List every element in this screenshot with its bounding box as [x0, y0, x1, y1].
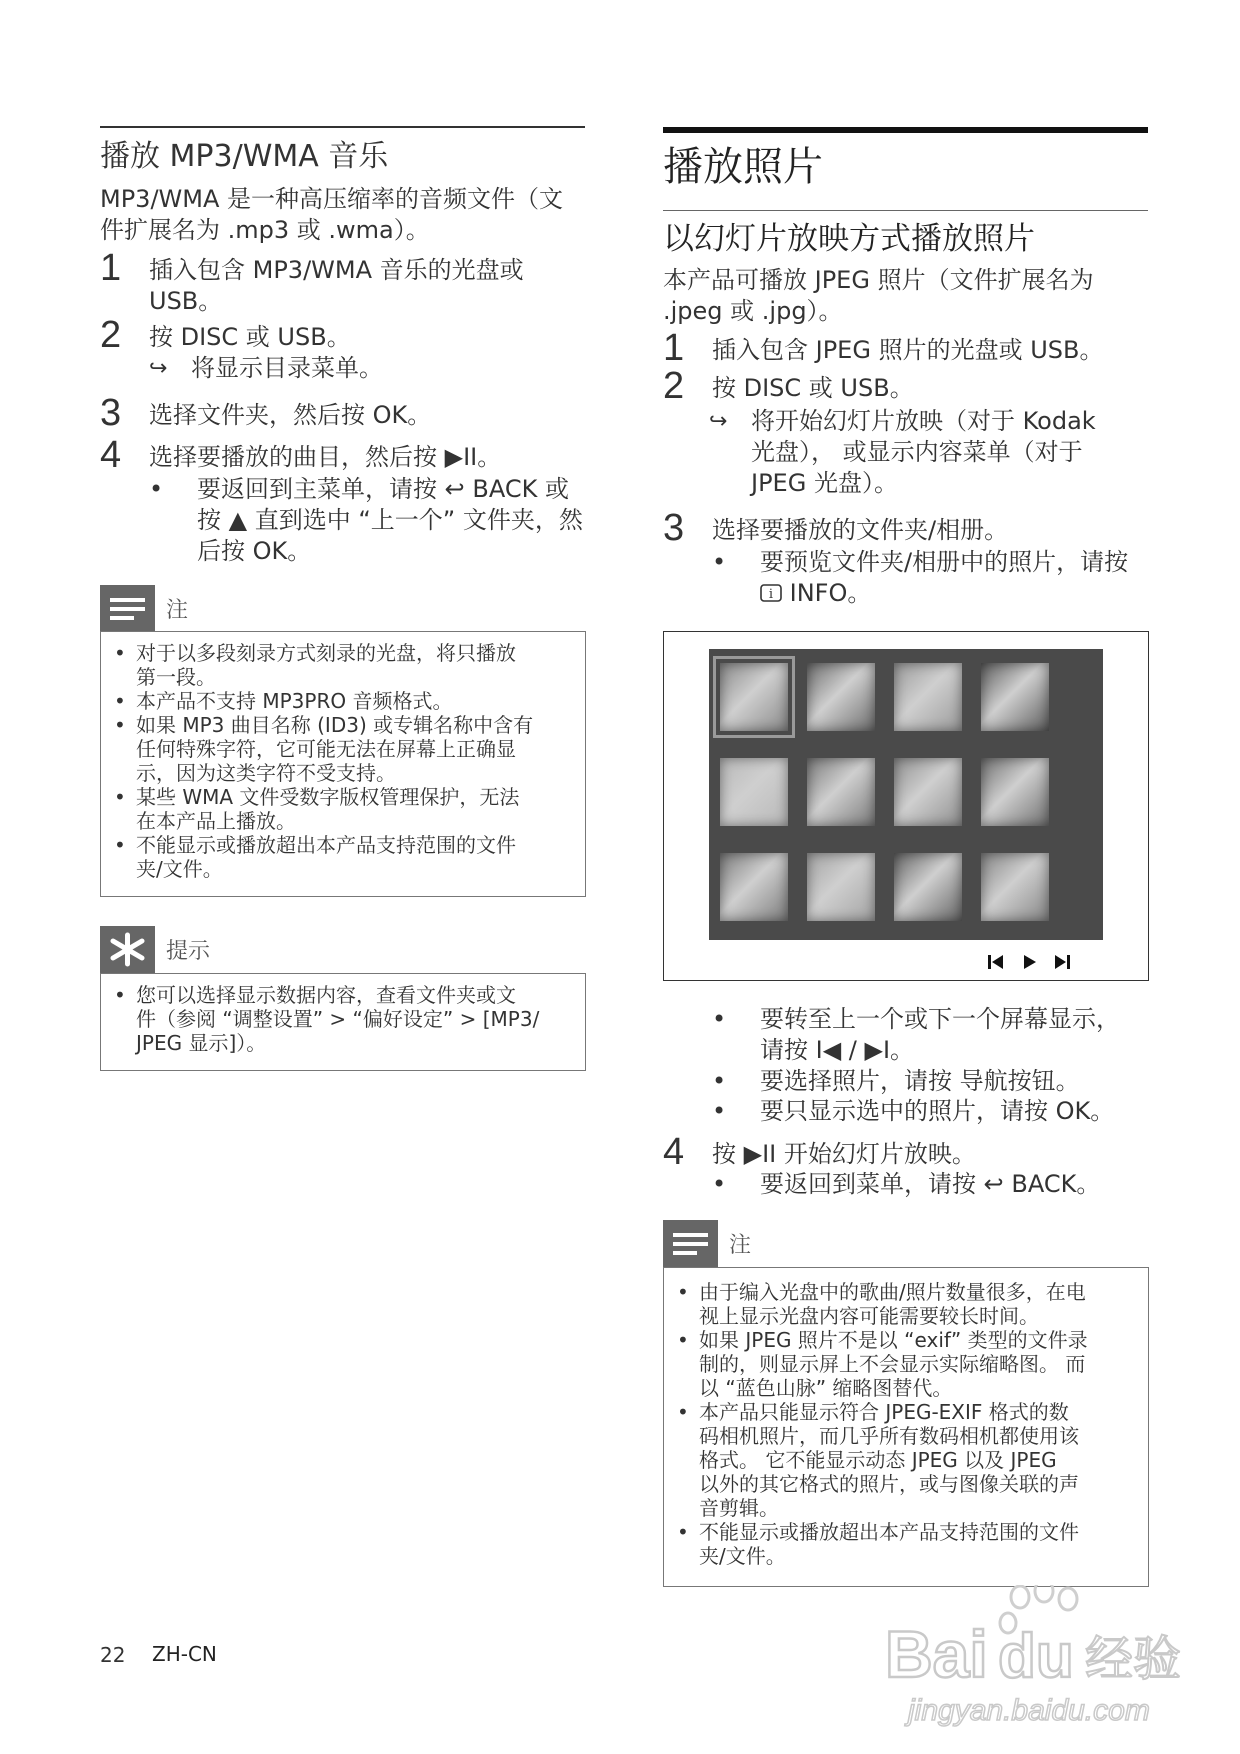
bullet-dot: • — [712, 1097, 727, 1125]
left-tip-box — [100, 973, 586, 1071]
list-item-line: 以 “蓝色山脉” 缩略图替代。 — [699, 1376, 953, 1400]
step-number: 4 — [100, 434, 122, 476]
baby-thumb[interactable] — [720, 758, 788, 826]
svg-text:jingyan.baidu.com: jingyan.baidu.com — [908, 1694, 1150, 1727]
step-text: 插入包含 JPEG 照片的光盘或 USB。 — [712, 336, 1104, 364]
step-number: 1 — [663, 327, 685, 369]
step-text: 按 ▶II 开始幻灯片放映。 — [712, 1140, 976, 1168]
step-number: 2 — [100, 314, 122, 356]
list-item-line: • 您可以选择显示数据内容，查看文件夹或文 — [136, 983, 516, 1007]
bullet-dot: • — [149, 475, 164, 503]
honeycomb-thumb[interactable] — [720, 853, 788, 921]
mp3-intro-line-2: 件扩展名为 .mp3 或 .wma）。 — [100, 216, 430, 244]
lake-thumb[interactable] — [894, 663, 962, 731]
list-item — [677, 1328, 1137, 1400]
list-item — [114, 713, 574, 785]
right-section-rule — [663, 210, 1148, 211]
bullet-text: 要选择照片，请按 导航按钮。 — [760, 1067, 1080, 1095]
slideshow-section-title: 以幻灯片放映方式播放照片 — [663, 221, 1035, 257]
result-arrow-icon: ↪ — [149, 356, 168, 381]
baidu-watermark — [880, 1585, 1200, 1735]
svg-text:Bai: Bai — [885, 1617, 988, 1691]
list-item-line: 格式。 它不能显示动态 JPEG 以及 JPEG — [699, 1448, 1057, 1472]
bullet-dot: • — [712, 1067, 727, 1095]
step-text: 按 DISC 或 USB。 — [712, 374, 914, 402]
bullet-dot: • — [712, 1170, 727, 1198]
list-item-line: • 某些 WMA 文件受数字版权管理保护，无法 — [136, 785, 520, 809]
dancer-thumb[interactable] — [981, 853, 1049, 921]
photo-intro-line-1: 本产品可播放 JPEG 照片（文件扩展名为 — [663, 266, 1094, 294]
blue-mountain-thumb[interactable] — [720, 663, 788, 731]
step-text: 选择要播放的文件夹/相册。 — [712, 516, 1009, 544]
list-item-line: • 由于编入光盘中的歌曲/照片数量很多，在电 — [699, 1280, 1086, 1304]
list-item — [114, 983, 574, 1055]
list-item-line: • 如果 JPEG 照片不是以 “exif” 类型的文件录 — [699, 1328, 1088, 1352]
list-item-line: 制的，则显示屏上不会显示实际缩略图。 而 — [699, 1352, 1086, 1376]
info-icon — [760, 579, 782, 610]
step-number: 1 — [100, 247, 122, 289]
step-number: 2 — [663, 365, 685, 407]
result-text: 将开始幻灯片放映（对于 Kodak — [751, 407, 1096, 435]
list-item-line: 码相机照片，而几乎所有数码相机都使用该 — [699, 1424, 1079, 1448]
svg-text:i: i — [768, 586, 774, 602]
play-icon[interactable] — [1020, 952, 1040, 972]
language-code: ZH-CN — [152, 1642, 217, 1666]
crowd-thumb[interactable] — [894, 853, 962, 921]
field-thumb[interactable] — [807, 853, 875, 921]
texture-thumb[interactable] — [807, 758, 875, 826]
result-text: JPEG 光盘）。 — [751, 469, 898, 497]
list-item-line: • 如果 MP3 曲目名称 (ID3) 或专辑名称中含有 — [136, 713, 534, 737]
previous-icon[interactable] — [986, 952, 1006, 972]
svg-text:du: du — [998, 1622, 1074, 1691]
step-text: USB。 — [149, 287, 223, 315]
step-text: 选择文件夹，然后按 OK。 — [149, 401, 432, 429]
note-label: 注 — [729, 1233, 752, 1258]
bullet-dot: • — [712, 548, 727, 576]
bullet-text: 按 ▲ 直到选中 “上一个” 文件夹，然 — [197, 506, 583, 534]
thumbnail-panel — [709, 649, 1103, 940]
svg-text:经验: 经验 — [1085, 1631, 1182, 1687]
list-item-line: 在本产品上播放。 — [136, 809, 296, 833]
step-number: 4 — [663, 1131, 685, 1173]
list-item — [114, 641, 574, 689]
note-icon — [100, 585, 155, 632]
mp3-intro-line-1: MP3/WMA 是一种高压缩率的音频文件（文 — [100, 185, 564, 213]
list-item-line: 夹/文件。 — [699, 1544, 786, 1568]
photo-nav-controls — [986, 952, 1086, 972]
result-text: 光盘）， 或显示内容菜单（对于 — [751, 438, 1083, 466]
list-item-line: JPEG 显示]）。 — [136, 1031, 267, 1055]
chapter-rule — [663, 127, 1148, 133]
list-item-line: 音剪辑。 — [699, 1496, 779, 1520]
mp3-intro — [100, 184, 585, 246]
step-text: 选择要播放的曲目，然后按 ▶II。 — [149, 443, 502, 471]
list-item — [677, 1280, 1137, 1328]
result-text: 将显示目录菜单。 — [191, 354, 383, 382]
note-icon — [663, 1220, 718, 1267]
photo-intro-line-2: .jpeg 或 .jpg）。 — [663, 297, 843, 325]
bullet-dot: • — [712, 1005, 727, 1033]
list-item — [677, 1400, 1137, 1520]
flowers-thumb[interactable] — [981, 663, 1049, 731]
step-number: 3 — [663, 507, 685, 549]
result-arrow-icon: ↪ — [709, 409, 728, 434]
left-note-box — [100, 631, 586, 897]
tip-asterisk-icon — [100, 926, 155, 973]
bullet-text: 要返回到菜单，请按 ↩ BACK。 — [760, 1170, 1101, 1198]
rock-thumb[interactable] — [807, 663, 875, 731]
castle-thumb[interactable] — [894, 758, 962, 826]
building-thumb[interactable] — [981, 758, 1049, 826]
tip-list — [114, 983, 574, 1055]
right-note-header — [663, 1220, 1148, 1267]
bullet-text: 要转至上一个或下一个屏幕显示， — [760, 1005, 1120, 1033]
list-item-line: 任何特殊字符，它可能无法在屏幕上正确显 — [136, 737, 516, 761]
list-item — [677, 1520, 1137, 1568]
left-note-header — [100, 585, 585, 632]
list-item-line: 示，因为这类字符不受支持。 — [136, 761, 396, 785]
list-item-line: 件（参阅 “调整设置” > “偏好设定” > [MP3/ — [136, 1007, 540, 1031]
note-list — [677, 1280, 1137, 1568]
list-item — [114, 785, 574, 833]
list-item — [114, 833, 574, 881]
list-item-line: • 不能显示或播放超出本产品支持范围的文件 — [699, 1520, 1079, 1544]
bullet-text: 要预览文件夹/相册中的照片，请按 — [760, 548, 1129, 576]
note-list — [114, 641, 574, 881]
list-item-line: • 不能显示或播放超出本产品支持范围的文件 — [136, 833, 516, 857]
chapter-title: 播放照片 — [663, 144, 823, 190]
list-item-line: 视上显示光盘内容可能需要较长时间。 — [699, 1304, 1039, 1328]
mp3-section-title: 播放 MP3/WMA 音乐 — [100, 139, 389, 174]
bullet-text: 请按 I◀ / ▶I。 — [760, 1036, 915, 1064]
bullet-text: INFO。 — [789, 579, 872, 607]
right-note-box — [663, 1267, 1149, 1587]
list-item — [114, 689, 574, 713]
bullet-text: 要返回到主菜单，请按 ↩ BACK 或 — [197, 475, 569, 503]
left-tip-header — [100, 926, 585, 973]
list-item-line: 以外的其它格式的照片，或与图像关联的声 — [699, 1472, 1079, 1496]
photo-browser-figure — [663, 631, 1149, 981]
baidu-paw-logo-icon — [880, 1585, 1200, 1735]
next-icon[interactable] — [1052, 952, 1072, 972]
bullet-text: 要只显示选中的照片，请按 OK。 — [760, 1097, 1115, 1125]
list-item-line: 夹/文件。 — [136, 857, 223, 881]
photo-intro — [663, 265, 1148, 327]
left-section-rule — [100, 126, 585, 128]
tip-label: 提示 — [166, 939, 211, 964]
step-text: 按 DISC 或 USB。 — [149, 323, 351, 351]
page-number: 22 — [100, 1643, 126, 1667]
list-item-line: • 本产品只能显示符合 JPEG-EXIF 格式的数 — [699, 1400, 1069, 1424]
step-text: 插入包含 MP3/WMA 音乐的光盘或 — [149, 256, 524, 284]
bullet-text: 后按 OK。 — [197, 537, 312, 565]
list-item-line: 第一段。 — [136, 665, 216, 689]
step-number: 3 — [100, 392, 122, 434]
list-item-line: • 本产品不支持 MP3PRO 音频格式。 — [136, 689, 453, 713]
note-label: 注 — [166, 598, 189, 623]
list-item-line: • 对于以多段刻录方式刻录的光盘，将只播放 — [136, 641, 516, 665]
